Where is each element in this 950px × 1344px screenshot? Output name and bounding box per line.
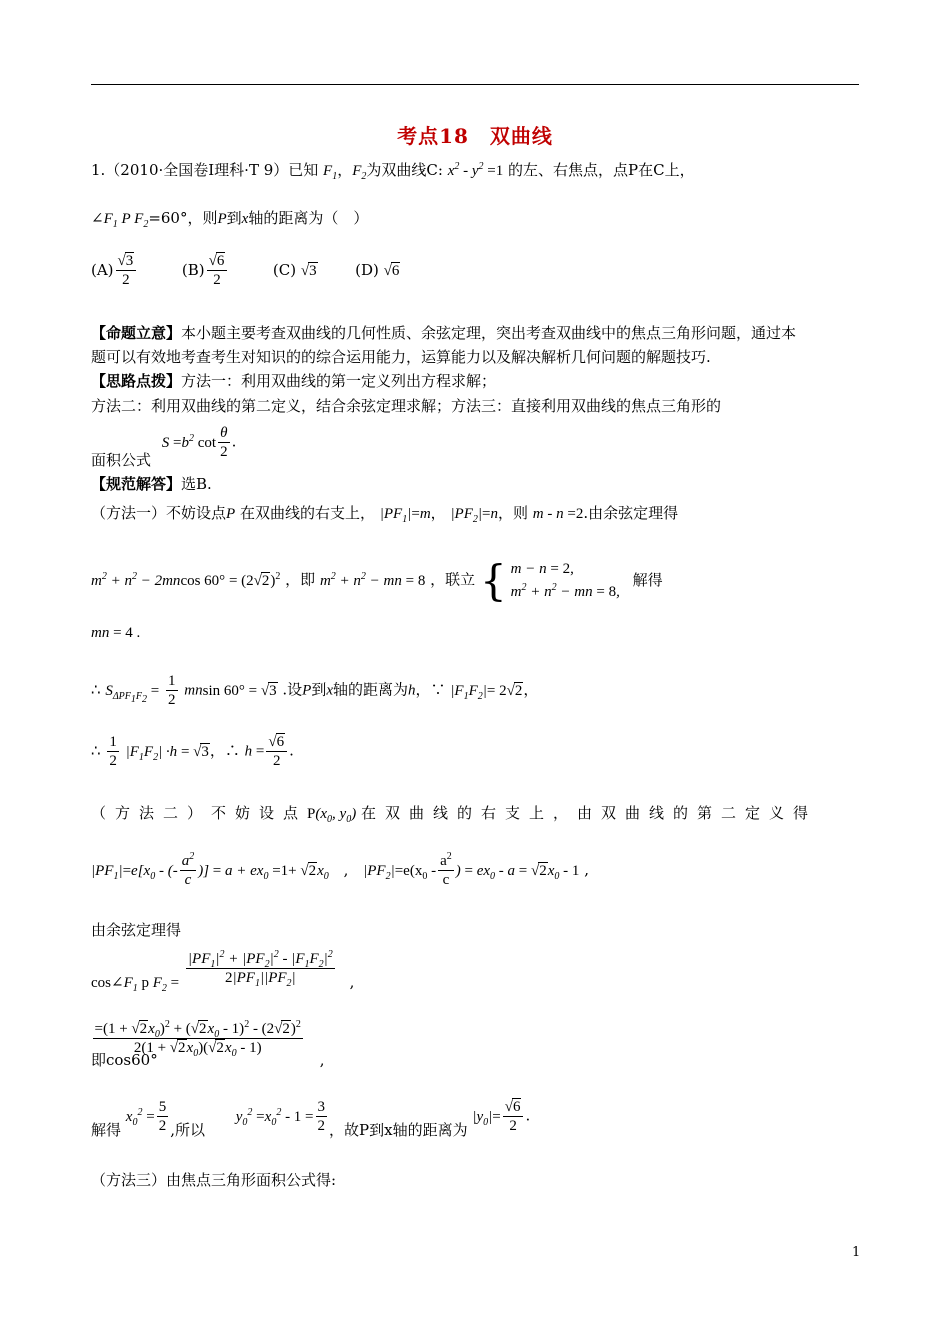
intent-line-2: 题可以有效地考查考生对知识的的综合运用能力，运算能力以及解决解析几何问题的解题技巧. [91,348,711,366]
hint-line-1: 【思路点拨】方法一：利用双曲线的第一定义列出方程求解； [91,372,497,390]
method1-line-2: $m^2 + n^2 - 2mncos$ $60^\circ = (2√2)^2$ ，即 $m^2 + n^2$ − mn = 8 ，联立 { m − n = 2, $m^2 + n^2$ − mn = 8, 解得 [91,555,663,605]
cos-law-label: 由余弦定理得 [91,921,182,939]
hint-line-3: 面积公式 $S =b^2$ cot $\frac{\theta}{2}$ . [91,425,237,469]
method1-line-3: mn = 4 . [91,625,141,641]
method3-line: （方法三）由焦点三角形面积公式得: [91,1171,337,1189]
method1-line-4: ∴ $S_{\Delta PF_1F_2}$ = $\frac{1}{2}$ mnsin 60° = √3 .设P到x轴的距离为h，∵ $|F_1F_2|= 2√2$， [91,673,539,708]
page-number: 1 [852,1245,861,1260]
method1-line-1: （方法一）不妨设点P 在双曲线的右支上， $|PF_1|=m$， $|PF_2|=n$，则 m - n =2.由余弦定理得 [91,504,679,525]
hint-line-2: 方法二：利用双曲线的第二定义，结合余弦定理求解；方法三：直接利用双曲线的焦点三角形的 [91,397,722,415]
answer-line: 【规范解答】选B. [91,475,212,493]
cos-formula: $\cos\angle F_1$ p $F_2$ = $\frac{|PF_1|^2 + |PF_2|^2 - |F_1F_2|^2}{2|PF_1||PF_2|}$ , [91,949,355,994]
option-a: (A) $\frac{√3}{2}$ [91,261,138,279]
question-known: 为双曲线C: [366,161,443,179]
header-rule [91,84,859,85]
method2-line-1: （方法二）不妨设点$P(x_0$, $y_0$) 在双曲线的右支上，由双曲线的第二定义得 [91,804,817,825]
intent-line-1: 【命题立意】本小题主要考查双曲线的几何性质、余弦定理，突出考查双曲线中的焦点三角形问题，通过本 [91,324,797,342]
hyperbola-equation: $x^2 - y^2 =1$ [447,161,504,179]
option-c: (C) √3 [272,260,317,279]
option-b: (B) $\frac{√6}{2}$ [182,261,229,279]
question-foci: 的左、右焦点，点P在C上， [508,161,695,179]
cos60-formula: 即cos60° $\frac{=(1 + √2x_0)^2 + (√2x_0 - 1)^2 - (2√2)^2}{2(1 + √2x_0)(√2x_0 - 1)}$ , [91,1019,325,1069]
answer-options [91,252,860,289]
page-title: 考点18 双曲线 [397,124,553,148]
option-d: (D) √6 [355,260,400,279]
question-line-2: $\angle F_1$ P $F_2=60^\circ$，则P到x轴的距离为（ ） [91,209,369,230]
solve-line: 解得 $x_0^2$ = $\frac{5}{2}$ ,所以 $y_0^2 =x_0^2 - 1$ = $\frac{3}{2}$ ，故P到x轴的距离为 $|y_0|=$ $\frac{√6}{2}$ . [91,1099,531,1139]
question-intro: 1.（2010·全国卷Ⅰ理科·T 9）已知 [91,161,319,179]
method1-line-5: ∴ $\frac{1}{2}$ $|F_1F_2| \cdot h = √3$，∴ h = $\frac{√6}{2}$ . [91,734,294,769]
method2-line-2: $|PF_1|=e[x_0$ - (- $\frac{a^2}{c}$ )] = $a + ex_0 =1+ √2x_0$ , $|PF_2|=e(x_0$ - $\frac{a^2}{c}$ ) = $ex_0 - a = √2x_0 - 1$ , [91,851,589,888]
question-line-1: 1.（2010·全国卷Ⅰ理科·T 9）已知 $F_1$，$F_2$为双曲线C: $x^2 - y^2 =1$ 的左、右焦点，点P在C上， [91,161,695,182]
